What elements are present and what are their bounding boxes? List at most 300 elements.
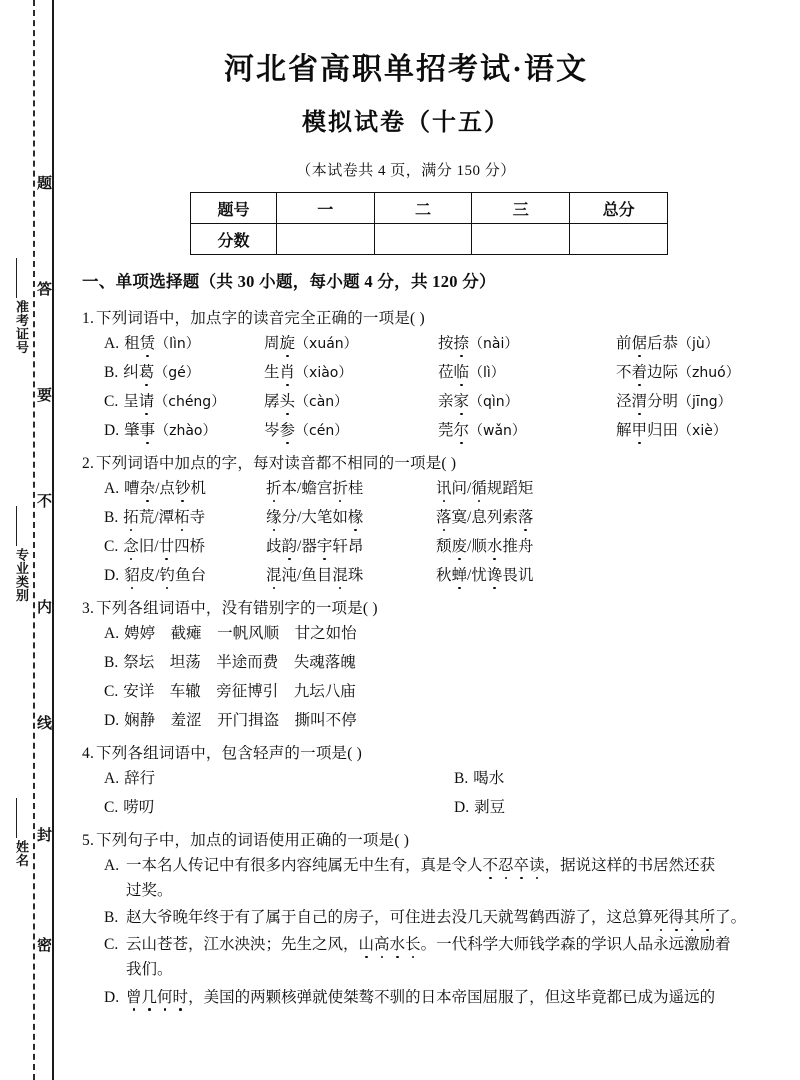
option-text-part: 。一代科学大师钱学森的学识人品永远激励着 [420,936,731,954]
option-text-part: 矩 [517,480,534,497]
emphasis-char: 折 [332,480,348,497]
option-letter: D. [104,988,120,1006]
emphasis-char: 其 [684,909,700,927]
emphasis-char: 拓 [123,509,139,526]
option-text-part: 赵大爷晚年终于有了属于自己的房子，可住进去没几天就驾鹤西游了，这总算 [126,909,654,927]
option-text-part: 按 [438,335,454,352]
emphasis-char: 落 [517,509,534,526]
emphasis-char: 貂 [124,567,140,584]
option-row[interactable] [82,905,794,930]
option-text-part: 寺 [189,509,206,526]
emphasis-char: 废 [451,538,468,555]
question [82,306,794,447]
option-text-part: 宫 [316,480,333,497]
question-stem [82,741,794,763]
emphasis-char: 长 [405,936,421,954]
option-letter: C. [104,538,119,555]
emphasis-char: 几 [141,988,158,1006]
option-text-part: 鱼 [301,567,317,584]
option-text-part: 器 [301,538,317,555]
option-text-part: 索 [502,509,518,526]
emphasis-char: 捺 [453,335,470,352]
option-item[interactable] [436,563,533,585]
emphasis-char: 钓 [159,567,175,584]
option-text-part: 秋 [436,567,452,584]
option-item[interactable] [266,563,363,585]
option-item[interactable] [454,766,504,788]
score-table-cell-1-2[interactable] [472,224,570,255]
option-text: 剥豆 [474,799,506,816]
emphasis-char: 卒 [513,857,530,874]
option-row [82,476,794,505]
seal-char-8: 密 [36,937,52,954]
option-letter: B. [104,909,119,927]
option-text-part: 问 [451,480,468,497]
emphasis-char: 落 [436,509,452,526]
option-text-part: 目 [316,567,333,584]
option-text: 喝水 [473,770,505,787]
option-text-part: 我们。 [126,961,173,979]
option-text-part: 推 [502,538,518,555]
option-text-part: ，据说这样的书居然还获 [544,857,716,874]
option-letter: A. [104,625,120,642]
emphasis-char: 家 [453,393,470,410]
seal-char-2: 答 [36,281,52,298]
option-text-part: 了。 [715,909,747,927]
question-number: 4. [82,745,95,762]
option-letter: B. [104,364,119,381]
emphasis-char: 水 [486,538,503,555]
option-row [82,766,794,795]
option-text-part: 本 [281,480,298,497]
option-row[interactable] [82,708,794,737]
pinyin-text: （zhào） [155,423,217,439]
option-text-part: 后恭 [647,335,679,352]
option-text-part: 周 [264,335,280,352]
emphasis-char: 旋 [279,335,296,352]
emphasis-char: 着 [631,364,648,381]
option-letter: C. [104,936,119,954]
option-text-part: 一本名人传记中有很多内容纯属无中生有，真是令人 [126,857,483,874]
option-text-part: 皮 [139,567,156,584]
option-item[interactable] [616,418,727,440]
option-text-part: 租 [124,335,140,352]
emphasis-char: 山 [358,936,375,954]
option-letter: C. [104,683,119,700]
margin-label-admission-number: 准考证号 [14,300,29,354]
score-table-cell-1-1[interactable] [374,224,472,255]
option-text-part: / [154,509,159,526]
option-text: 安详 车辙 旁征博引 九坛八庙 [123,683,356,700]
option-item[interactable] [104,766,155,788]
option-text-part: 前 [616,335,632,352]
option-item[interactable] [104,563,206,585]
seal-margin [0,0,56,1080]
option-text-part: 莞 [438,422,454,439]
pinyin-text: （lì） [469,365,505,381]
question-number: 3. [82,600,95,617]
seal-char-7: 封 [36,827,52,844]
question-stem [82,306,794,328]
option-text-part: 不 [616,364,632,381]
option-text-part: 生 [264,364,280,381]
emphasis-char: 混 [266,567,282,584]
option-item[interactable] [264,418,348,440]
section-heading: 一、单项选择题（共 30 小题，每小题 4 分，共 120 分） [82,272,496,291]
question-stem-text: 下列词语中加点的字，每对读音都不相同的一项是( ) [96,455,457,472]
option-item[interactable] [104,795,154,817]
option-text-part: 息 [471,509,487,526]
option-text-part: 蟾 [301,480,317,497]
option-letter: B. [454,770,469,787]
option-text: 辞行 [124,770,156,787]
pinyin-text: （zhuó） [678,365,740,381]
option-item[interactable] [264,360,352,382]
emphasis-char: 忍 [498,857,514,874]
option-text-part: 讥 [517,567,534,584]
emphasis-char: 椽 [347,509,364,526]
option-text-part: 荒 [138,509,155,526]
option-text-part: 莅 [438,364,454,381]
option-text-part: / [155,567,160,584]
option-letter: D. [104,567,120,584]
option-text-part: 边际 [647,364,679,381]
question-stem-text: 下列各组词语中，没有错别字的一项是( ) [96,600,378,617]
question-stem-text: 下列句子中，加点的词语使用正确的一项是( ) [96,832,410,849]
option-item [104,679,356,701]
emphasis-char: 折 [266,480,282,497]
option-item[interactable] [438,389,519,411]
option-text-part: 过奖。 [126,882,173,900]
option-item[interactable] [104,331,200,353]
question-number: 5. [82,832,95,849]
emphasis-char: 渭 [631,393,648,410]
question-number: 2. [82,455,95,472]
margin-rule-admission-number [16,258,17,298]
option-text-part: 纠 [123,364,139,381]
score-table-cell-1-3[interactable] [570,224,668,255]
option-text-part: 列 [486,509,503,526]
emphasis-char: 循 [471,480,487,497]
option-text-part: 归田 [647,422,679,439]
option-item[interactable] [616,331,719,353]
pinyin-text: （jù） [678,336,719,352]
pinyin-text: （nài） [469,336,519,352]
score-table-cell-0-3: 总分 [570,193,668,224]
option-text-part: 呈 [123,393,139,410]
option-item[interactable] [436,505,533,527]
emphasis-char: 读 [529,857,545,874]
question [82,741,794,824]
margin-rule-major-category [16,506,17,546]
seal-char-5: 内 [36,599,52,616]
emphasis-char: 葛 [138,364,155,381]
option-text-part: 舟 [517,538,534,555]
option-text-part: 肇 [124,422,140,439]
option-text [104,932,794,957]
option-item[interactable] [616,389,732,411]
option-item[interactable] [438,418,526,440]
option-text-part: 规 [486,480,503,497]
option-text-part: / [297,538,302,555]
option-text-part: 畏 [502,567,518,584]
option-letter: B. [104,654,119,671]
option-text-part: / [467,567,472,584]
emphasis-char: 缘 [266,509,282,526]
option-item [104,708,357,730]
page-note: （本试卷共 4 页，满分 150 分） [296,163,516,179]
exam-content [82,268,794,1014]
option-text-part: 台 [190,567,206,584]
question-stem-text: 下列各组词语中，包含轻声的一项是( ) [96,745,363,762]
pinyin-text: （jīng） [678,394,732,410]
option-text-part: / [155,480,160,497]
option-text: 祭坛 坦荡 半途而费 失魂落魄 [123,654,356,671]
question-stem [82,828,794,850]
score-table-label-0: 题号 [191,193,277,224]
page-subtitle: 模拟试卷（十五） [302,110,510,136]
emphasis-char: 水 [389,936,406,954]
emphasis-char: 钞 [174,480,191,497]
score-table-label-1: 分数 [191,224,277,255]
emphasis-char: 高 [374,936,390,954]
option-item[interactable] [104,476,206,498]
option-text-part: 解 [616,422,632,439]
emphasis-char: 头 [279,393,296,410]
option-text [104,985,794,1010]
option-text: 唠叨 [123,799,155,816]
seal-char-4: 不 [36,493,52,510]
option-text-part: 轩 [332,538,348,555]
option-text-part: 亲 [438,393,454,410]
question-stem [82,451,794,473]
option-text-part: 云山苍苍，江水泱泱；先生之风， [126,936,359,954]
emphasis-char: 讯 [436,480,452,497]
emphasis-char: 所 [699,909,716,927]
option-text-part: / [297,509,302,526]
question [82,828,794,1010]
pinyin-text: （gé） [154,365,200,381]
pinyin-text: （cén） [295,423,349,439]
option-item[interactable] [104,360,200,382]
page-title: 河北省高职单招考试·语文 [223,53,588,86]
option-letter: C. [104,393,119,410]
option-text [104,853,794,878]
margin-rule-name [16,798,17,838]
pinyin-text: （wǎn） [469,423,526,439]
seal-char-6: 线 [36,715,52,732]
emphasis-char: 何 [157,988,173,1006]
option-text-part: 蹈 [502,480,518,497]
option-item[interactable] [266,534,363,556]
score-table-cell-0-1: 二 [374,193,472,224]
option-letter: A. [104,770,120,787]
option-row [82,795,794,824]
option-row[interactable] [82,621,794,650]
option-item[interactable] [264,389,348,411]
option-letter: A. [104,335,120,352]
emphasis-char: 宇 [316,538,333,555]
option-text-part: 点 [159,480,175,497]
option-text [104,905,794,930]
option-row [82,360,794,389]
option-row [82,331,794,360]
emphasis-char: 时 [172,988,189,1006]
option-item[interactable] [104,505,205,527]
option-item [104,621,357,643]
option-text-part: 昂 [347,538,364,555]
option-text-part: 大 [301,509,317,526]
table-row [191,193,668,224]
option-text-part: 歧 [266,538,282,555]
emphasis-char: 不 [482,857,499,874]
option-text-part: 鱼 [174,567,191,584]
emphasis-char: 谗 [486,567,503,584]
score-table-cell-0-2: 三 [472,193,570,224]
emphasis-char: 杂 [139,480,156,497]
option-text-part: 如 [332,509,348,526]
option-item[interactable] [438,360,505,382]
emphasis-char: 事 [139,422,156,439]
option-text [104,878,794,903]
option-text-part: / [467,480,472,497]
pinyin-text: （qìn） [469,394,519,410]
emphasis-char: 曾 [126,988,142,1006]
option-row[interactable] [82,650,794,679]
option-letter: D. [104,712,120,729]
option-text-part: 孱 [264,393,280,410]
option-row [82,563,794,592]
option-row[interactable] [82,853,794,903]
question [82,596,794,737]
emphasis-char: 请 [138,393,155,410]
seal-char-3: 要 [36,387,52,404]
option-item[interactable] [616,360,740,382]
margin-label-name: 姓名 [14,840,29,867]
option-text-part: 旧 [138,538,155,555]
emphasis-char: 参 [279,422,296,439]
emphasis-char: 混 [332,567,348,584]
seal-solid-line [52,0,54,1080]
margin-label-major-category: 专业类别 [14,548,29,602]
pinyin-text: （xiè） [678,423,727,439]
option-row [82,418,794,447]
emphasis-char: 柘 [174,509,190,526]
option-text-part: 泾 [616,393,632,410]
option-text-part: ，美国的两颗核弹就使桀骜不驯的日本帝国屈服了，但这毕竟都已成为遥远的 [188,988,716,1006]
option-text-part: 颓 [436,538,452,555]
option-letter: C. [104,799,119,816]
option-item[interactable] [436,534,533,556]
emphasis-char: 得 [668,909,685,927]
option-item[interactable] [104,418,216,440]
question-stem [82,596,794,618]
question-stem-text: 下列词语中，加点字的读音完全正确的一项是( ) [96,310,425,327]
emphasis-char: 廿 [158,538,175,555]
option-text-part: / [467,509,472,526]
questions-list [82,306,794,1010]
option-item[interactable] [436,476,533,498]
seal-dashed-line [33,0,35,1080]
option-letter: D. [454,799,470,816]
option-text-part: 顺 [471,538,487,555]
exam-sheet [56,0,800,1080]
pinyin-text: （chéng） [154,394,226,410]
option-text: 娉婷 截瘫 一帆风顺 甘之如怡 [124,625,357,642]
score-table-cell-0-0: 一 [276,193,374,224]
option-item[interactable] [264,331,358,353]
option-text-part: 潭 [158,509,175,526]
score-table-cell-1-0[interactable] [276,224,374,255]
emphasis-char: 死 [653,909,669,927]
pinyin-text: （xiào） [295,365,353,381]
option-item[interactable] [104,389,225,411]
emphasis-char: 韵 [281,538,298,555]
option-row[interactable] [82,985,794,1010]
option-row [82,534,794,563]
option-text-part: / [467,538,472,555]
option-text-part: 机 [190,480,206,497]
emphasis-char: 临 [453,364,470,381]
emphasis-char: 尔 [453,422,470,439]
option-text-part: / [154,538,159,555]
option-text-part: 桂 [347,480,364,497]
option-item [104,650,356,672]
emphasis-char: 赁 [139,335,156,352]
option-text-part: 嘈 [124,480,140,497]
option-text-part: 桥 [189,538,206,555]
option-text-part: 沌 [281,567,298,584]
pinyin-text: （lìn） [155,336,200,352]
option-text-part: 分明 [647,393,679,410]
option-row[interactable] [82,679,794,708]
option-item[interactable] [438,331,518,353]
option-text-part: 珠 [347,567,364,584]
table-row [191,224,668,255]
option-text-part: 岑 [264,422,280,439]
score-table [190,192,668,255]
option-row [82,389,794,418]
exam-header [56,44,756,180]
emphasis-char: 倨 [631,335,648,352]
option-text [104,957,794,982]
question-number: 1. [82,310,95,327]
option-letter: A. [104,480,120,497]
option-row [82,505,794,534]
emphasis-char: 念 [123,538,139,555]
option-row[interactable] [82,932,794,982]
option-text-part: 四 [174,538,190,555]
option-item[interactable] [104,534,205,556]
option-item[interactable] [454,795,505,817]
emphasis-char: 肖 [279,364,296,381]
option-text-part: / [297,567,302,584]
pinyin-text: （xuán） [295,336,358,352]
option-letter: D. [104,422,120,439]
option-letter: A. [104,857,120,874]
option-text: 娴静 羞涩 开门揖盗 撕叫不停 [124,712,357,729]
emphasis-char: 甲 [631,422,648,439]
option-item[interactable] [266,476,363,498]
option-letter: B. [104,509,119,526]
option-item[interactable] [266,505,363,527]
option-text-part: / [297,480,302,497]
emphasis-char: 蝉 [451,567,468,584]
seal-char-1: 题 [36,175,52,192]
option-text-part: 分 [281,509,298,526]
option-text-part: 寞 [451,509,468,526]
question [82,451,794,592]
